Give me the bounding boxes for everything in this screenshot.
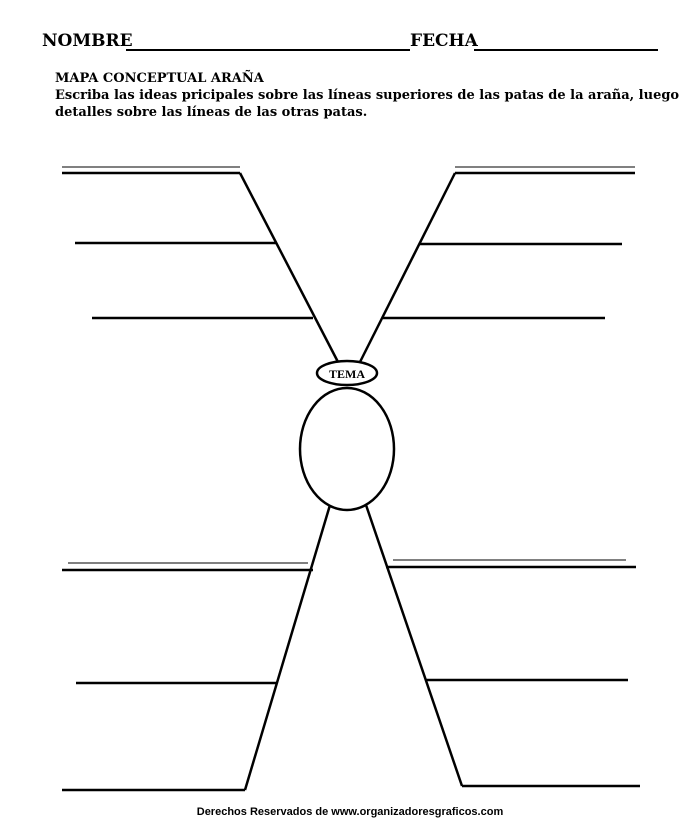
leg-lower-left xyxy=(245,505,330,790)
topic-label: TEMA xyxy=(329,367,365,381)
instructions-title: MAPA CONCEPTUAL ARAÑA xyxy=(55,71,264,86)
instructions-line-2: detalles sobre las líneas de las otras patas. xyxy=(55,105,368,120)
leg-upper-left xyxy=(240,173,338,362)
leg-upper-right xyxy=(360,173,455,362)
name-label: NOMBRE xyxy=(42,31,133,51)
spider-body[interactable] xyxy=(300,388,394,510)
leg-lower-right xyxy=(366,505,462,786)
date-label: FECHA xyxy=(410,31,478,51)
footer-copyright: Derechos Reservados de www.organizadoresgraficos.com xyxy=(196,806,504,818)
instructions-line-1: Escriba las ideas pricipales sobre las líneas superiores de las patas de la araña, luego xyxy=(55,88,680,103)
